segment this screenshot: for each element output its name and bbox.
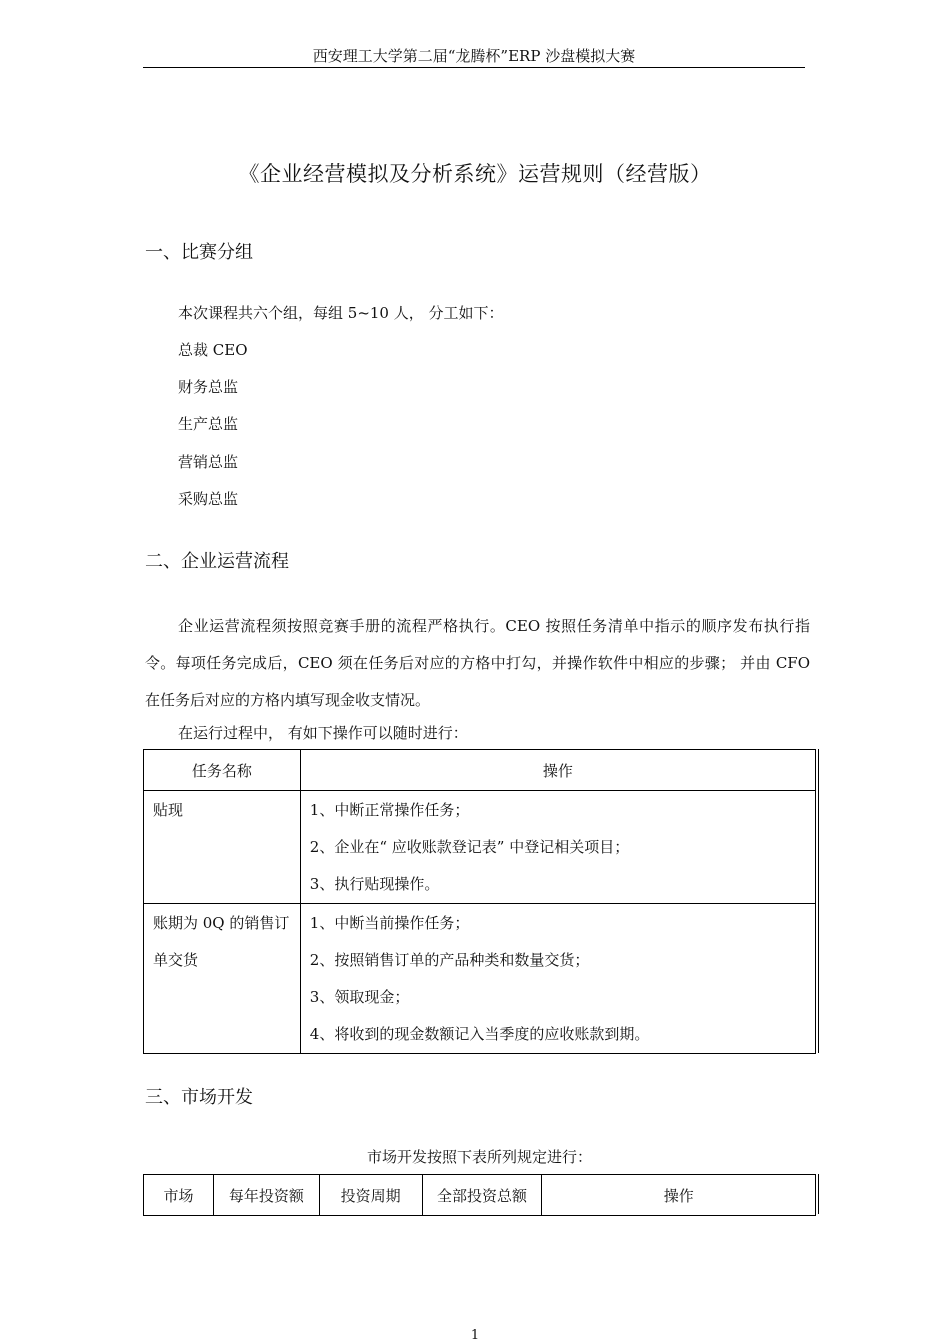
header-market: 市场 xyxy=(144,1175,214,1216)
page-header: 西安理工大学第二届“龙腾杯”ERP 沙盘模拟大赛 xyxy=(143,46,805,68)
table-header-row xyxy=(144,1175,816,1216)
task-cell: 贴现 xyxy=(144,791,301,904)
header-task-name: 任务名称 xyxy=(144,750,301,791)
role-purchasing: 采购总监 xyxy=(178,490,239,508)
op-line: 4、将收到的现金数额记入当季度的应收账款到期。 xyxy=(309,1025,650,1043)
ops-table-intro: 在运行过程中， 有如下操作可以随时进行： xyxy=(178,724,468,742)
page-number: 1 xyxy=(470,1328,480,1343)
table-row xyxy=(144,904,816,1054)
header-investment-period: 投资周期 xyxy=(319,1175,422,1216)
op-line: 1、中断当前操作任务； xyxy=(309,914,470,932)
op-line: 3、执行贴现操作。 xyxy=(309,875,440,893)
section-heading-process: 二、企业运营流程 xyxy=(145,551,289,572)
section-heading-market: 三、市场开发 xyxy=(145,1087,253,1108)
ops-cell xyxy=(300,791,815,904)
op-line: 1、中断正常操作任务； xyxy=(309,801,470,819)
ops-cell xyxy=(300,904,815,1054)
process-body: 企业运营流程须按照竞赛手册的流程严格执行。CEO 按照任务清单中指示的顺序发布执行指令。每项任务完成后，CEO 须在任务后对应的方格中打勾，并操作软件中相应的步骤； 并由 CFO 在任务后对应的方格内填写现金收支情况。 xyxy=(145,617,810,709)
table-header-row xyxy=(144,750,816,791)
table-row xyxy=(144,791,816,904)
op-line: 2、按照销售订单的产品种类和数量交货； xyxy=(309,951,590,969)
op-line: 3、领取现金； xyxy=(309,988,410,1006)
header-operation: 操作 xyxy=(542,1175,816,1216)
section-heading-groups: 一、比赛分组 xyxy=(145,242,253,263)
task-cell: 账期为 0Q 的销售订单交货 xyxy=(144,904,301,1054)
role-production: 生产总监 xyxy=(178,415,239,433)
header-total-investment: 全部投资总额 xyxy=(422,1175,542,1216)
header-annual-investment: 每年投资额 xyxy=(213,1175,319,1216)
document-title: 《企业经营模拟及分析系统》运营规则（经营版） xyxy=(238,162,712,186)
role-ceo: 总裁 CEO xyxy=(178,341,248,359)
header-operation: 操作 xyxy=(300,750,815,791)
market-table-intro: 市场开发按照下表所列规定进行： xyxy=(367,1148,593,1166)
groups-intro: 本次课程共六个组，每组 5~10 人， 分工如下： xyxy=(178,304,504,322)
role-finance: 财务总监 xyxy=(178,378,239,396)
role-marketing: 营销总监 xyxy=(178,453,239,471)
table-border-double xyxy=(818,749,819,1053)
operations-table xyxy=(143,749,816,1054)
table-border-double xyxy=(818,1174,819,1214)
op-line: 2、企业在“ 应收账款登记表” 中登记相关项目； xyxy=(309,838,630,856)
market-table xyxy=(143,1174,816,1216)
